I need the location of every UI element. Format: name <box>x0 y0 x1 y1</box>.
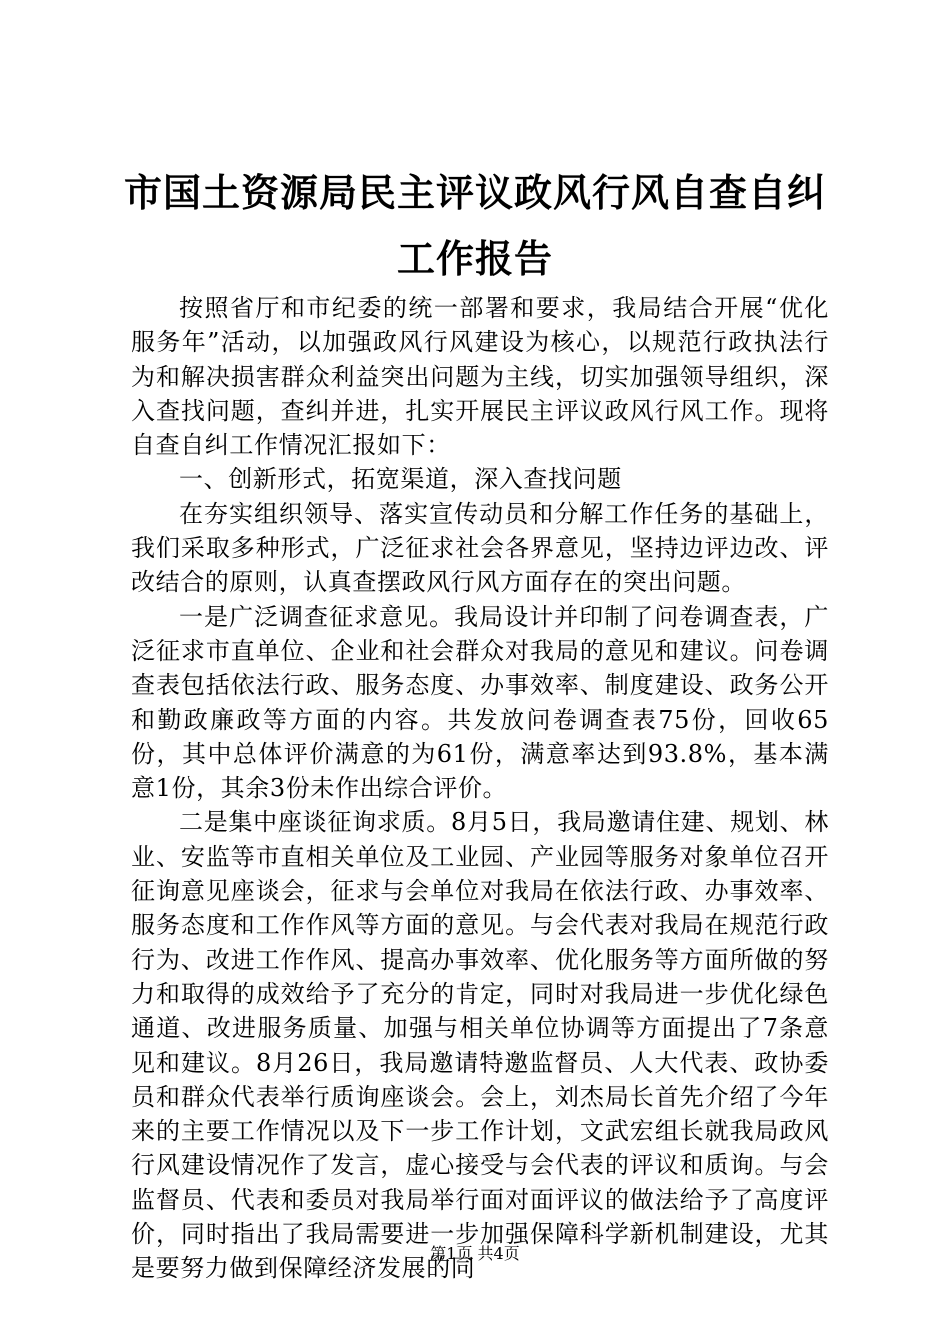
survey-paragraph: 一是广泛调查征求意见。我局设计并印制了问卷调查表，广泛征求市直单位、企业和社会群众对我局的意见和建议。问卷调查表包括依法行政、服务态度、办事效率、制度建设、政务公开和勤政廉政等方面的内容。共发放问卷调查表75份，回收65份，其中总体评价满意的为61份，满意率达到93.8%，基本满意1份，其余3份未作出综合评价。 <box>131 602 829 803</box>
page-footer: 第1页 共4页 <box>430 1244 520 1263</box>
document-body <box>131 291 829 1286</box>
document-title: 市国土资源局民主评议政风行风自查自纠工作报告 <box>123 170 826 281</box>
intro-paragraph: 按照省厅和市纪委的统一部署和要求，我局结合开展“优化服务年”活动，以加强政风行风建设为核心，以规范行政执法行为和解决损害群众利益突出问题为主线，切实加强领导组织，深入查找问题，查纠并进，扎实开展民主评议政风行风工作。现将自查自纠工作情况汇报如下： <box>131 294 829 460</box>
section-heading-1: 一、创新形式，拓宽渠道，深入查找问题 <box>179 465 622 494</box>
forum-paragraph: 二是集中座谈征询求质。8月5日，我局邀请住建、规划、林业、安监等市直相关单位及工业园、产业园等服务对象单位召开征询意见座谈会，征求与会单位对我局在依法行政、办事效率、服务态度和工作作风等方面的意见。与会代表对我局在规范行政行为、改进工作作风、提高办事效率、优化服务等方面所做的努力和取得的成效给予了充分的肯定，同时对我局进一步优化绿色通道、改进服务质量、加强与相关单位协调等方面提出了7条意见和建议。8月26日，我局邀请特邀监督员、人大代表、政协委员和群众代表举行质询座谈会。会上，刘杰局长首先介绍了今年来的主要工作情况以及下一步工作计划，文武宏组长就我局政风行风建设情况作了发言，虚心接受与会代表的评议和质询。与会监督员、代表和委员对我局举行面对面评议的做法给予了高度评价，同时指出了我局需要进一步加强保障科学新机制建设，尤其是要努力做到保障经济发展的同 <box>131 808 829 1283</box>
section-1-paragraph: 在夯实组织领导、落实宣传动员和分解工作任务的基础上，我们采取多种形式，广泛征求社会各界意见，坚持边评边改、评改结合的原则，认真查摆政风行风方面存在的突出问题。 <box>131 499 829 597</box>
